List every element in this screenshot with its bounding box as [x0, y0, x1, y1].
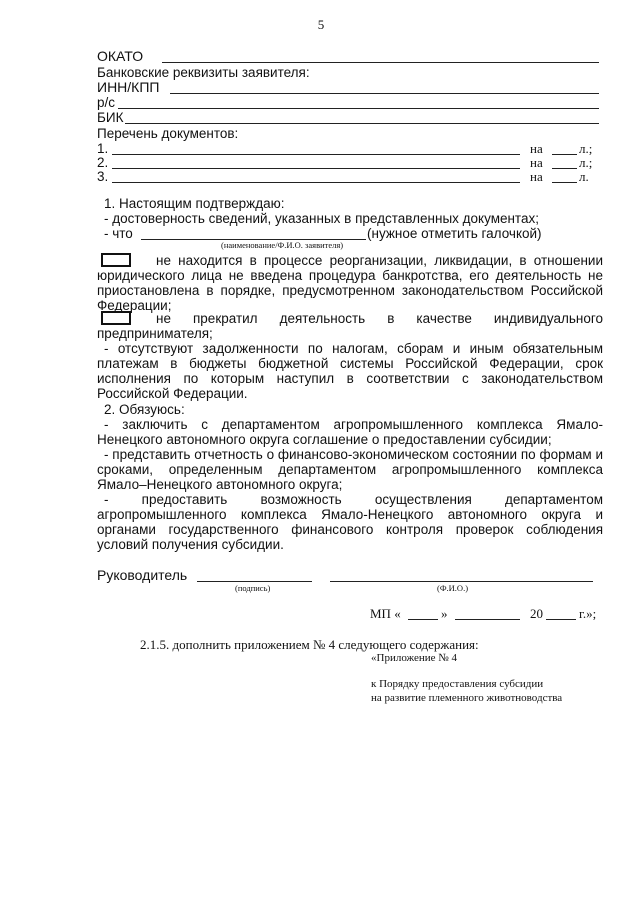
document-unit-3: л.: [579, 169, 589, 184]
obligation2-line-1: - представить отчетность о финансово-экономическом состоянии по формам и: [104, 447, 603, 462]
inn-kpp-line: [170, 93, 599, 94]
inn-kpp-label: ИНН/КПП: [97, 79, 160, 95]
document-sheets-line-2: [552, 168, 577, 169]
debt-line-4: Российской Федерации.: [97, 386, 248, 401]
obligation1-line-2: Ненецкого автономного округа соглашение о предоставлении субсидии;: [97, 432, 552, 447]
applicant-name-caption: (наименование/Ф.И.О. заявителя): [221, 240, 344, 250]
document-sheets-line-3: [552, 182, 577, 183]
head-label: Руководитель: [97, 567, 188, 583]
appendix-line-1: к Порядку предоставления субсидии: [371, 678, 544, 690]
document-line-2: [112, 168, 520, 169]
document-sheets-line-1: [552, 154, 577, 155]
obligation2-line-2: сроками, определенным департаментом агропромышленного комплекса: [97, 462, 603, 477]
day-line: [408, 619, 438, 620]
confirm-that-prefix: - что: [104, 226, 133, 241]
document-num-2: 2.: [97, 155, 109, 170]
document-line-1: [112, 154, 520, 155]
obligation3-line-1: - предоставить возможность осуществления департаментом: [104, 492, 603, 507]
document-num-1: 1.: [97, 141, 109, 156]
year-prefix: 20: [530, 606, 543, 621]
account-line: [118, 108, 599, 109]
option1-line-3: приостановлена в порядке, предусмотренном законодательством Российской: [97, 283, 603, 298]
quote-close: »: [441, 606, 448, 621]
debt-line-2: платежам в бюджеты бюджетной системы Российской Федерации, срок: [97, 356, 603, 371]
obligation1-line-1: - заключить с департаментом агропромышленного комплекса Ямало-: [104, 417, 603, 432]
option1-line-4: Федерации;: [97, 298, 172, 313]
account-label: р/с: [97, 95, 116, 110]
amendment-text: 2.1.5. дополнить приложением № 4 следующего содержания:: [140, 637, 479, 652]
option1-checkbox[interactable]: [101, 253, 131, 267]
fio-line: [330, 581, 593, 582]
obligations-heading: 2. Обязуюсь:: [104, 402, 185, 417]
mark-note: (нужное отметить галочкой): [367, 226, 542, 241]
signature-line: [197, 581, 312, 582]
okato-label: ОКАТО: [97, 48, 144, 64]
obligation2-line-3: Ямало–Ненецкого автономного округа;: [97, 477, 343, 492]
option2-line-1: не прекратил деятельность в качестве индивидуального: [156, 311, 603, 326]
document-on-3: на: [530, 169, 543, 184]
signature-caption: (подпись): [235, 583, 271, 593]
year-line: [546, 619, 576, 620]
month-line: [455, 619, 520, 620]
document-line-3: [112, 182, 520, 183]
document-on-1: на: [530, 141, 543, 156]
mp-label: МП «: [370, 606, 401, 621]
confirm-heading: 1. Настоящим подтверждаю:: [104, 196, 285, 211]
document-num-3: 3.: [97, 169, 109, 184]
option1-line-2: юридического лица не введена процедура банкротства, его деятельность не: [97, 268, 603, 283]
document-on-2: на: [530, 155, 543, 170]
obligation3-line-2: агропромышленного комплекса Ямало-Ненецкого автономного округа и: [97, 507, 603, 522]
fio-caption: (Ф.И.О.): [437, 583, 469, 593]
appendix-line-2: на развитие племенного животноводства: [371, 692, 563, 704]
documents-list-label: Перечень документов:: [97, 126, 239, 141]
obligation3-line-3: органами государственного финансового контроля проверок соблюдения: [97, 522, 603, 537]
debt-line-1: - отсутствуют задолженности по налогам, сборам и иным обязательным: [104, 341, 603, 356]
page-number: 5: [317, 17, 325, 32]
option1-line-1: не находится в процессе реорганизации, ликвидации, в отношении: [156, 253, 603, 268]
obligation3-line-4: условий получения субсидии.: [97, 537, 284, 552]
document-unit-1: л.;: [579, 141, 593, 156]
option2-line-2: предпринимателя;: [97, 326, 213, 341]
year-suffix: г.»;: [579, 606, 597, 621]
appendix-title: «Приложение № 4: [371, 652, 458, 664]
bik-line: [125, 123, 599, 124]
debt-line-3: исполнения по которым наступил в соответствии с законодательством: [97, 371, 603, 386]
bik-label: БИК: [97, 110, 124, 125]
bank-details-label: Банковские реквизиты заявителя:: [97, 65, 310, 80]
document-unit-2: л.;: [579, 155, 593, 170]
okato-line: [162, 62, 599, 63]
confirm-reliability: - достоверность сведений, указанных в представленных документах;: [104, 211, 539, 226]
option2-checkbox[interactable]: [101, 311, 131, 325]
